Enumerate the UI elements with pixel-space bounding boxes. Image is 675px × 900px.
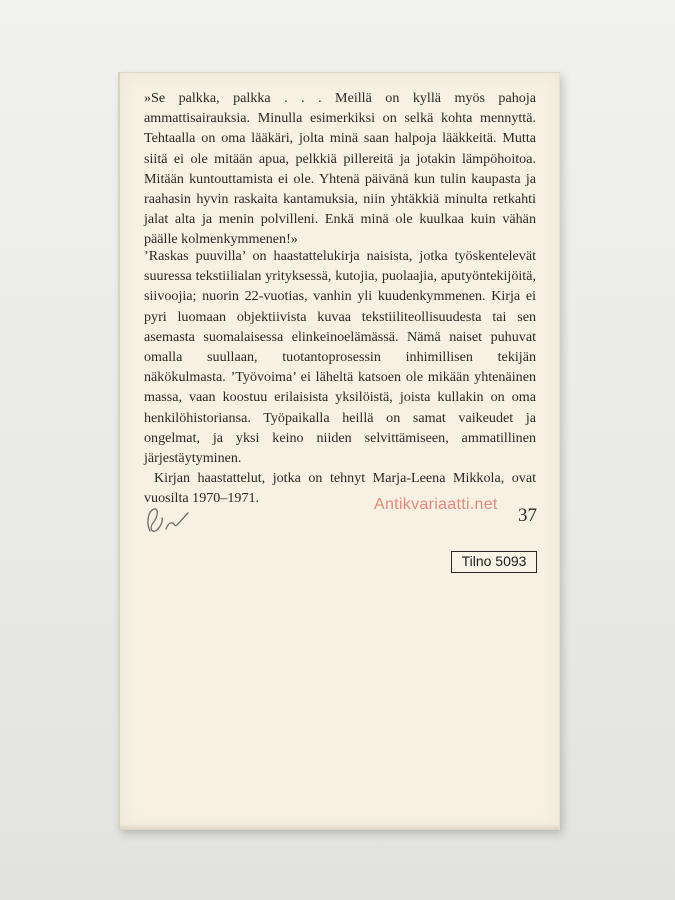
book-back-cover bbox=[118, 72, 560, 830]
watermark-text: Antikvariaatti.net bbox=[374, 496, 498, 513]
description-paragraph-1: ’Raskas puuvilla’ on haastattelukirja naisista, jotka työskentelevät suuressa tekstiilialan yrityksessä, kutojia, puolaajia, aputyöntekijöitä, siivoojia; nuorin 22-vuotias, vanhin yli kuudenkymmenen. Kirja ei pyri luomaan objektiivista kuvaa tekstiiliteollisuudesta tai sen asemasta suomalaisessa elinkeinoelämässä. Nämä naiset puhuvat omalla suullaan, tuotantoprosessin inhimillisen tekijän näkökulmasta. ’Työvoima’ ei läheltä katsoen ole mikään yhtenäinen massa, vaan koostuu erilaisista yksilöistä, joista kullakin on oma henkilöhistoriansa. Työpaikalla heillä on samat vaikeudet ja ongelmat, ja yksi keino niiden selvittämiseen, ammatillinen järjestäytyminen. bbox=[144, 248, 536, 467]
pencil-handwriting-mark bbox=[144, 503, 190, 537]
quote-paragraph: »Se palkka, palkka . . . Meillä on kyllä myös pahoja ammattisairauksia. Minulla esimerkiksi on selkä kohta mennyttä. Tehtaalla on oma lääkäri, jolta minä saan halpoja lääkkeitä. Mutta siitä ei ole mitään apua, pelkkiä pillereitä ja jotakin lämpöhoitoa. Mitään kuntouttamista ei ole. Yhtenä päivänä kun tulin kaupasta ja raahasin hyvin raskaita kantamuksia, niin yhtäkkiä minulta retkahti jalat alta ja menin polvilleni. Enkä minä ole kuulkaa kuin vähän päälle kolmenkymmenen!» bbox=[144, 90, 536, 248]
shelf-label: Tilno 5093 bbox=[451, 551, 537, 573]
description-paragraph-2: Kirjan haastattelut, jotka on tehnyt Marja-Leena Mikkola, ovat vuosilta 1970–1971. bbox=[144, 470, 536, 507]
quote-block bbox=[144, 88, 536, 250]
description-block bbox=[144, 246, 536, 509]
price-number: 37 bbox=[518, 505, 537, 526]
